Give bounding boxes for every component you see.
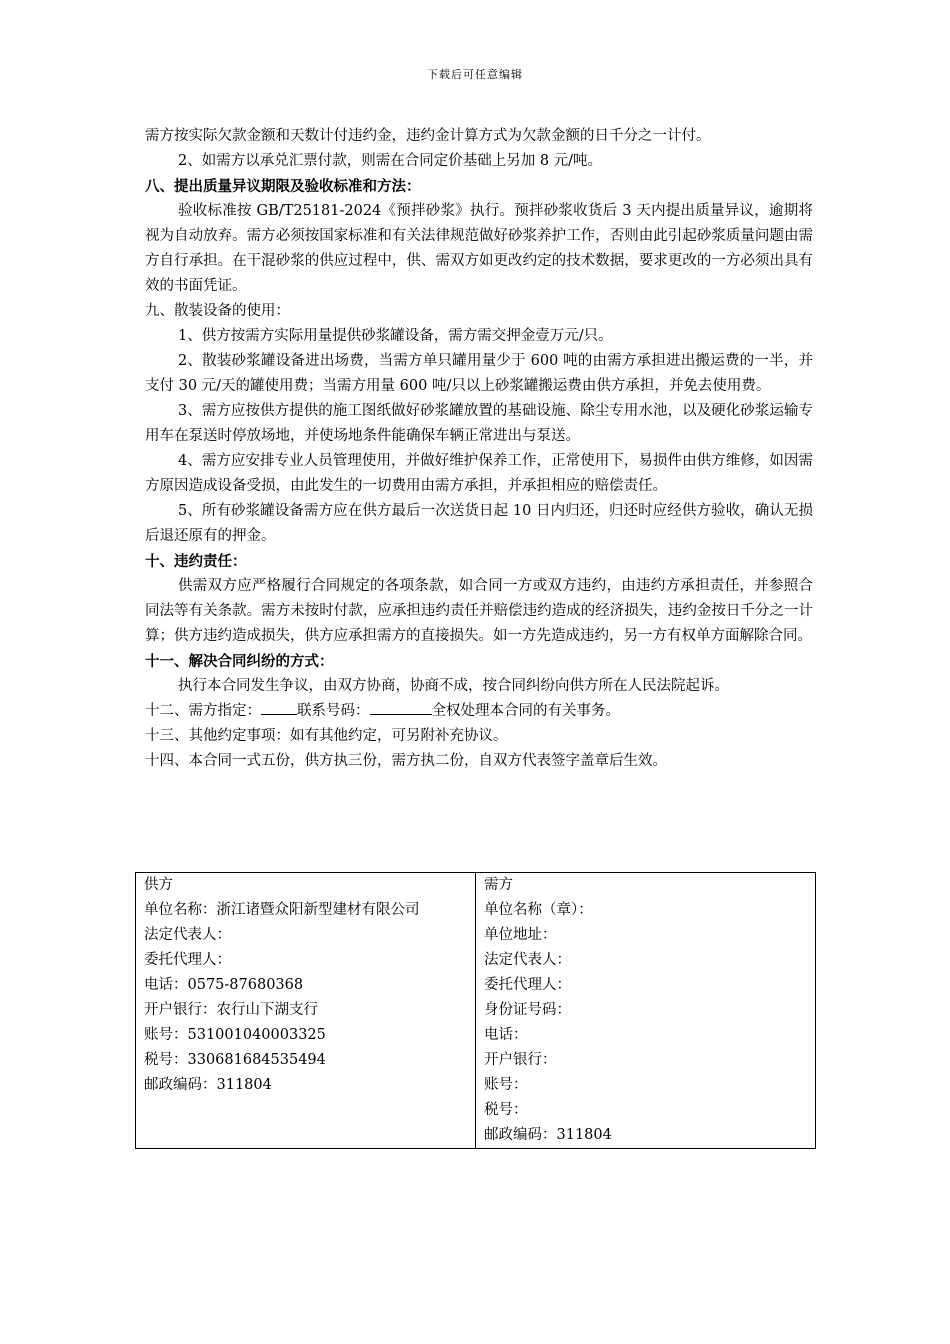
buyer-tax: 税号： xyxy=(484,1102,528,1118)
supplier-bank: 开户银行：农行山下湖支行 xyxy=(144,1002,318,1018)
section-8-title: 八、提出质量异议期限及验收标准和方法： xyxy=(145,178,421,195)
buyer-account: 账号： xyxy=(484,1077,528,1093)
buyer-postcode: 邮政编码：311804 xyxy=(484,1127,612,1143)
designee-blank xyxy=(261,699,297,715)
section-13-line: 十三、其他约定事项：如有其他约定，可另附补充协议。 xyxy=(145,728,508,744)
buyer-legal-rep: 法定代表人： xyxy=(484,952,571,968)
section-12-authority-text: 全权处理本合同的有关事务。 xyxy=(431,703,620,719)
phone-blank xyxy=(370,699,432,715)
supplier-cell xyxy=(136,873,476,1149)
buyer-phone: 电话： xyxy=(484,1027,528,1043)
page-header-note: 下载后可任意编辑 xyxy=(427,68,523,81)
buyer-title: 需方 xyxy=(484,877,513,893)
section-9-item-3: 3、需方应按供方提供的施工图纸做好砂浆罐放置的基础设施、除尘专用水池，以及硬化砂浆运输专用车在泵送时停放场地，并使场地条件能确保车辆正常进出与泵送。 xyxy=(145,403,813,444)
supplier-postcode: 邮政编码：311804 xyxy=(144,1077,272,1093)
buyer-cell xyxy=(476,873,816,1149)
section-10-title: 十、违约责任： xyxy=(145,553,247,570)
buyer-id-number: 身份证号码： xyxy=(484,1002,571,1018)
contract-body xyxy=(145,124,813,774)
buyer-address: 单位地址： xyxy=(484,927,557,943)
section-9-item-1: 1、供方按需方实际用量提供砂浆罐设备，需方需交押金壹万元/只。 xyxy=(178,328,613,344)
section-9-item-4: 4、需方应安排专业人员管理使用，并做好维护保养工作，正常使用下，易损件由供方维修，如因需方原因造成设备受损，由此发生的一切费用由需方承担，并承担相应的赔偿责任。 xyxy=(145,453,813,494)
buyer-name: 单位名称（章）： xyxy=(484,902,593,918)
signature-table xyxy=(135,872,816,1149)
supplier-legal-rep: 法定代表人： xyxy=(144,927,231,943)
buyer-bank: 开户银行： xyxy=(484,1052,557,1068)
section-11-paragraph: 执行本合同发生争议，由双方协商，协商不成，按合同纠纷向供方所在人民法院起诉。 xyxy=(178,678,729,694)
penalty-clause-line: 需方按实际欠款金额和天数计付违约金，违约金计算方式为欠款金额的日千分之一计付。 xyxy=(145,128,711,144)
supplier-agent: 委托代理人： xyxy=(144,952,231,968)
supplier-phone: 电话：0575-87680368 xyxy=(144,977,304,993)
supplier-tax: 税号：330681684535494 xyxy=(144,1052,326,1068)
section-12-designee-label: 十二、需方指定： xyxy=(145,703,261,719)
buyer-agent: 委托代理人： xyxy=(484,977,571,993)
section-12-phone-label: 联系号码： xyxy=(297,703,370,719)
supplier-account: 账号：531001040003325 xyxy=(144,1027,326,1043)
supplier-name: 单位名称：浙江诸暨众阳新型建材有限公司 xyxy=(144,902,420,918)
section-9-item-5: 5、所有砂浆罐设备需方应在供方最后一次送货日起 10 日内归还，归还时应经供方验收，确认无损后退还原有的押金。 xyxy=(145,503,813,544)
section-12-line xyxy=(145,699,813,724)
section-9-title: 九、散装设备的使用： xyxy=(145,303,290,319)
section-11-title: 十一、解决合同纠纷的方式： xyxy=(145,653,334,670)
section-8-paragraph: 验收标准按 GB/T25181-2024《预拌砂浆》执行。预拌砂浆收货后 3 天内提出质量异议，逾期将视为自动放弃。需方必须按国家标准和有关法律规范做好砂浆养护工作，否则由此引起砂浆质量问题由需方自行承担。在干混砂浆的供应过程中，供、需双方如更改约定的技术数据，要求更改的一方必须出具有效的书面凭证。 xyxy=(145,203,813,294)
section-10-paragraph: 供需双方应严格履行合同规定的各项条款，如合同一方或双方违约，由违约方承担责任，并参照合同法等有关条款。需方未按时付款，应承担违约责任并赔偿违约造成的经济损失，违约金按日千分之一计算；供方违约造成损失，供方应承担需方的直接损失。如一方先造成违约，另一方有权单方面解除合同。 xyxy=(145,578,813,644)
supplier-title: 供方 xyxy=(144,877,173,893)
section-14-line: 十四、本合同一式五份，供方执三份，需方执二份，自双方代表签字盖章后生效。 xyxy=(145,753,667,769)
acceptance-bill-clause: 2、如需方以承兑汇票付款，则需在合同定价基础上另加 8 元/吨。 xyxy=(178,153,603,169)
section-9-item-2: 2、散装砂浆罐设备进出场费，当需方单只罐用量少于 600 吨的由需方承担进出搬运费的一半，并支付 30 元/天的罐使用费；当需方用量 600 吨/只以上砂浆罐搬运费由供方承担，并免去使用费。 xyxy=(145,353,813,394)
